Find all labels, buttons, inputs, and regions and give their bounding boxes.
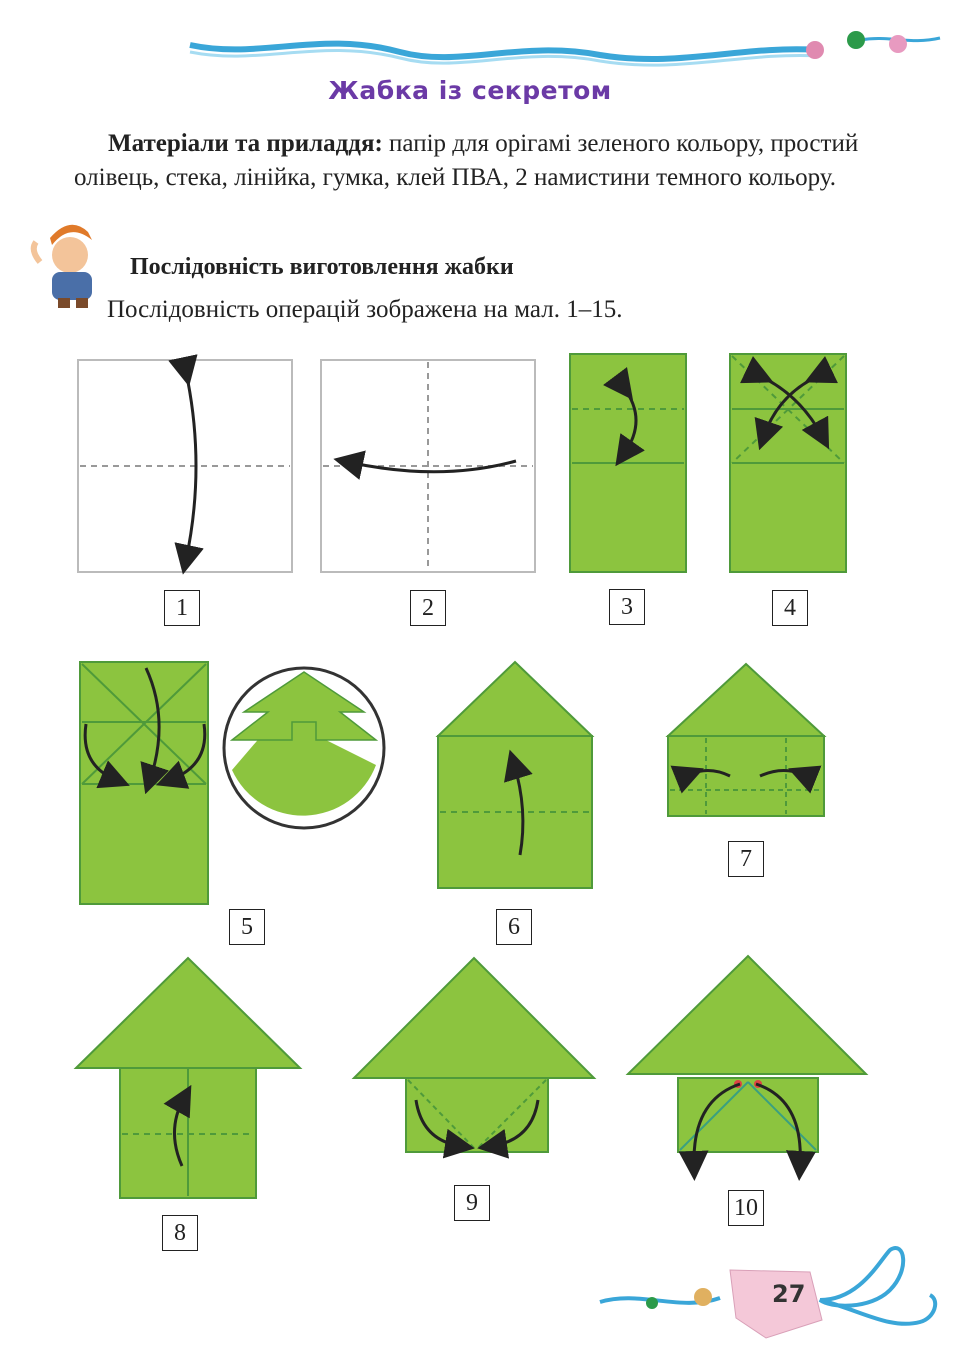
materials-paragraph — [74, 127, 884, 195]
figure-3-illustration — [570, 354, 686, 572]
bottom-ribbon-decoration — [600, 1248, 935, 1338]
figure-2-illustration — [321, 360, 535, 572]
figure-number-10: 10 — [728, 1190, 764, 1226]
figure-number-1: 1 — [164, 590, 200, 626]
materials-text: папір для орігамі зеленого кольору, простий олівець, стека, лінійка, гумка, клей ПВА, 2 намистини темного кольору. — [74, 130, 859, 191]
figure-number-2: 2 — [410, 590, 446, 626]
figure-number-9: 9 — [454, 1185, 490, 1221]
figure-1-illustration — [78, 360, 292, 572]
page-number: 27 — [772, 1280, 806, 1308]
bead-green-icon — [847, 31, 865, 49]
materials-label: Матеріали та приладдя: — [108, 130, 383, 157]
figure-4-illustration — [730, 354, 846, 572]
sequence-heading: Послідовність виготовлення жабки — [130, 254, 514, 280]
dwarf-mascot-icon — [34, 225, 92, 308]
figure-5-illustration — [80, 662, 384, 904]
figure-6-illustration — [438, 662, 592, 888]
figure-9-illustration — [354, 958, 594, 1152]
sequence-text: Послідовність операцій зображена на мал. 1–15. — [107, 296, 623, 323]
figure-10-illustration — [628, 956, 866, 1166]
figure-number-6: 6 — [496, 909, 532, 945]
figure-number-3: 3 — [609, 589, 645, 625]
bead-pink-icon — [806, 41, 824, 59]
top-ribbon-decoration — [190, 31, 940, 65]
figure-number-4: 4 — [772, 590, 808, 626]
figure-number-7: 7 — [728, 841, 764, 877]
figure-number-8: 8 — [162, 1215, 198, 1251]
figure-7-illustration — [668, 664, 824, 816]
bead-pink-icon — [889, 35, 907, 53]
figure-number-5: 5 — [229, 909, 265, 945]
page-title: Жабка із секретом — [328, 76, 612, 105]
figure-8-illustration — [76, 958, 300, 1198]
